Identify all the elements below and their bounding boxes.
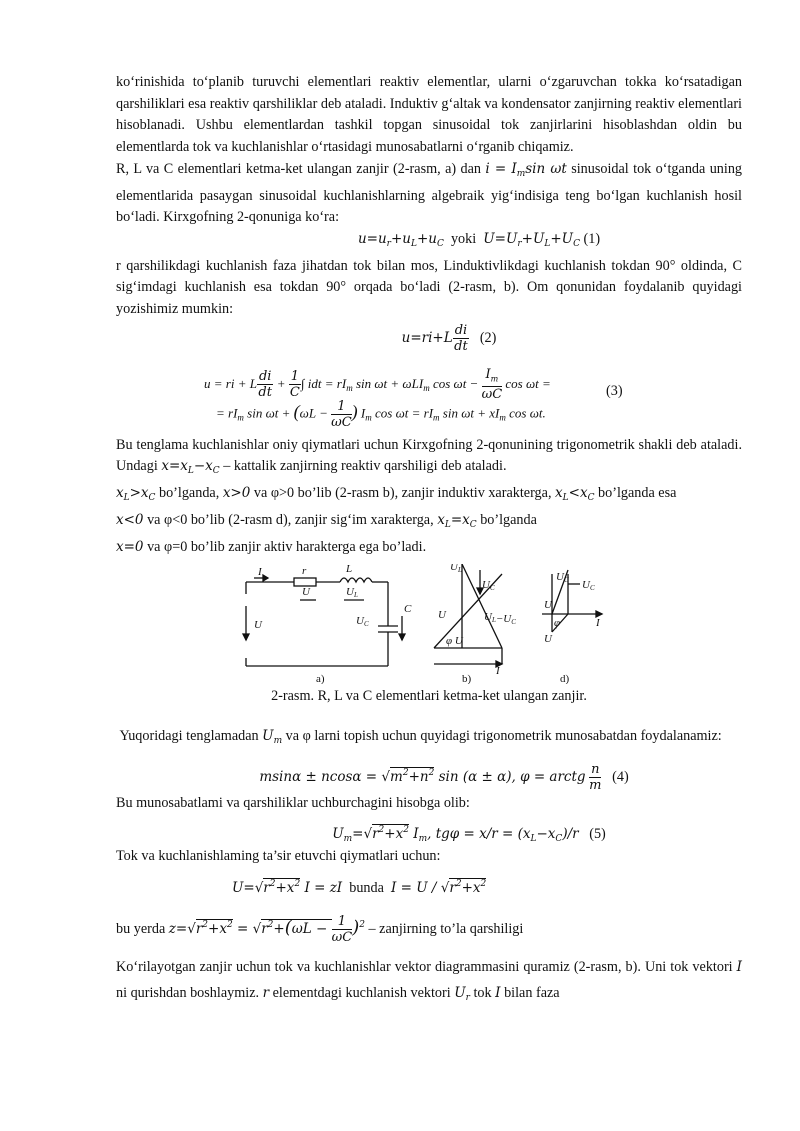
paragraph-7: Bu munosabatlami va qarshiliklar uchburchagini hisobga olib: bbox=[116, 794, 470, 811]
paragraph-8: Tok va kuchlanishlaming ta’sir etuvchi qiymatlari uchun: bbox=[116, 848, 441, 865]
paragraph-10: Ko‘rilayotgan zanjir uchun tok va kuchlanishlar vektor diagrammasini quramiz (2-rasm, b). Uni tok vektori I ni qurishdan boshlaymiz. r elementdagi kuchlanish vektori $U_r$ tok I bilan faza bbox=[116, 959, 743, 1004]
paragraph-9: bu yerda $z=√r^2+x^2 = √r^2+(\omega L$ − $\frac{1}{\omega C}$ )$^2$ – zanjirning to’la qarshiligi bbox=[116, 914, 524, 946]
equation-6: $U=√r^2+x^2$ I = zI bunda $I = U / √r^2+x^2$ bbox=[232, 879, 487, 897]
circuit-and-vector-diagrams bbox=[116, 564, 742, 684]
svg-text:r: r bbox=[302, 565, 307, 578]
figure-caption: 2-rasm. R, L va C elementlari ketma-ket ulangan zanjir. bbox=[271, 688, 587, 705]
svg-text:U: U bbox=[544, 599, 552, 612]
equation-3: u = ri + L $\frac{di}{dt}$ + $\frac{1}{C}$ ∫ idt = $rI_m$ sin ωt + ωLI$_m$ cos ωt − $\frac{I_m}{\omega C}$ cos ωt = = $rI_m$ sin ωt + (ωL − $\frac{1}{\omega C}$ ) $I_m$ $\cos \omega t = rI_m$ $\sin \omega t + xI_m$ cos ωt. (3) bbox=[204, 366, 623, 430]
svg-text:C: C bbox=[404, 603, 412, 616]
paragraph-5: $x_L>x_C$ bo’lganda, x>0 va φ>0 bo’lib (2-rasm b), zanjir induktiv xarakterga, $x_L<x_C$ bo’lganda esa x<0 va φ<0 bo’lib (2-rasm d), zanjir sig‘im xarakterga, $x_L=x_C$ bo’lganda x=0 va φ=0 bo’lib zanjir aktiv harakterga ega bo’ladi. bbox=[116, 485, 677, 555]
figure-2 bbox=[116, 564, 742, 684]
svg-text:a): a) bbox=[316, 673, 325, 685]
paragraph-3: r qarshilikdagi kuchlanish faza jihatdan tok bilan mos, Linduktivlikdagi kuchlanish tokdan 90° oldinda, C sig‘imdagi kuchlanish esa tokdan 90° orqada bo‘ladi (2-rasm, b). Om qonunidan foydalanib quyidagi yozishimiz mumkin: bbox=[116, 257, 742, 318]
svg-text:d): d) bbox=[560, 673, 570, 685]
svg-text:UL−UC: UL−UC bbox=[484, 611, 516, 627]
svg-text:UL: UL bbox=[346, 586, 358, 600]
svg-text:I: I bbox=[496, 665, 500, 678]
equation-5: $U_m=√r^2+x^2$ $I_m$, $tg\varphi = x/r = (x_L-x_C)/r$ (5) bbox=[332, 825, 606, 845]
circuit-diagram bbox=[243, 575, 405, 666]
svg-text:UC: UC bbox=[356, 615, 369, 629]
svg-text:UC: UC bbox=[582, 579, 595, 593]
svg-text:U: U bbox=[302, 586, 310, 599]
svg-text:U: U bbox=[254, 619, 262, 632]
svg-text:b): b) bbox=[462, 673, 472, 685]
svg-text:φ: φ bbox=[554, 617, 561, 630]
paragraph-4: Bu tenglama kuchlanishlar oniy qiymatlari uchun Kirxgofning 2-qonunining trigonometrik shakli deb ataladi. Undagi $x=x_L-x_C$ – kattalik zanjirning reaktiv qarshiligi deb ataladi. bbox=[116, 436, 742, 477]
equation-4: $msin\alpha \pm ncos\alpha = √m^2+n^2$ sin (α ± α), φ = arctg $\frac{n}{m}$ (4) bbox=[259, 761, 629, 793]
svg-text:UC: UC bbox=[482, 579, 495, 593]
document-page bbox=[116, 72, 742, 1011]
paragraph-2: R, L va C elementlari ketma-ket ulangan zanjir (2-rasm, a) dan $i = I_m\sin$ ωt sinusoidal tok o‘tganda uning elementlarida pasaygan sinusoidal kuchlanishlarning algebraik yig‘indisiga teng bo‘lgan kuchlanish hosil bo‘ladi. Kirxgofning 2-qonuniga ko‘ra: bbox=[116, 160, 743, 226]
svg-text:L: L bbox=[346, 564, 353, 576]
svg-text:UC: UC bbox=[556, 571, 569, 585]
svg-text:U: U bbox=[438, 609, 446, 622]
svg-text:I: I bbox=[258, 566, 262, 579]
svg-text:I: I bbox=[596, 617, 600, 630]
equation-2: u=ri+L $\frac{di}{dt}$ (2) bbox=[401, 322, 497, 354]
paragraph-1: ko‘rinishida to‘planib turuvchi elementlari reaktiv elementlar, ularni o‘zgaruvchan tokka ko‘rsatadigan qarshiliklari esa reaktiv qarshiliklar deb ataladi. Induktiv g‘altak va kondensator zanjirning reaktiv elementlari hisoblanadi. Ushbu elementlardan tashkil topgan sinusoidal tok zanjirlarini hisoblashdan oldin bu elementlarda tok va kuchlanishlar o‘rtasidagi munosabatlarni o‘rganib chiqamiz. bbox=[116, 74, 742, 156]
svg-text:φ U: φ U bbox=[446, 635, 463, 648]
svg-text:UL: UL bbox=[450, 564, 462, 575]
paragraph-6: Yuqoridagi tenglamadan $U_m$ va φ larni topish uchun quyidagi trigonometrik munosabatdan foydalanamiz: bbox=[119, 727, 722, 746]
current-formula: $i = I_m\sin$ ωt bbox=[485, 160, 567, 179]
equation-1: $u=u_r+u_L+u_C$ yoki $U=U_r+U_L+U_C$ (1) bbox=[357, 230, 601, 249]
svg-text:U: U bbox=[544, 633, 552, 646]
